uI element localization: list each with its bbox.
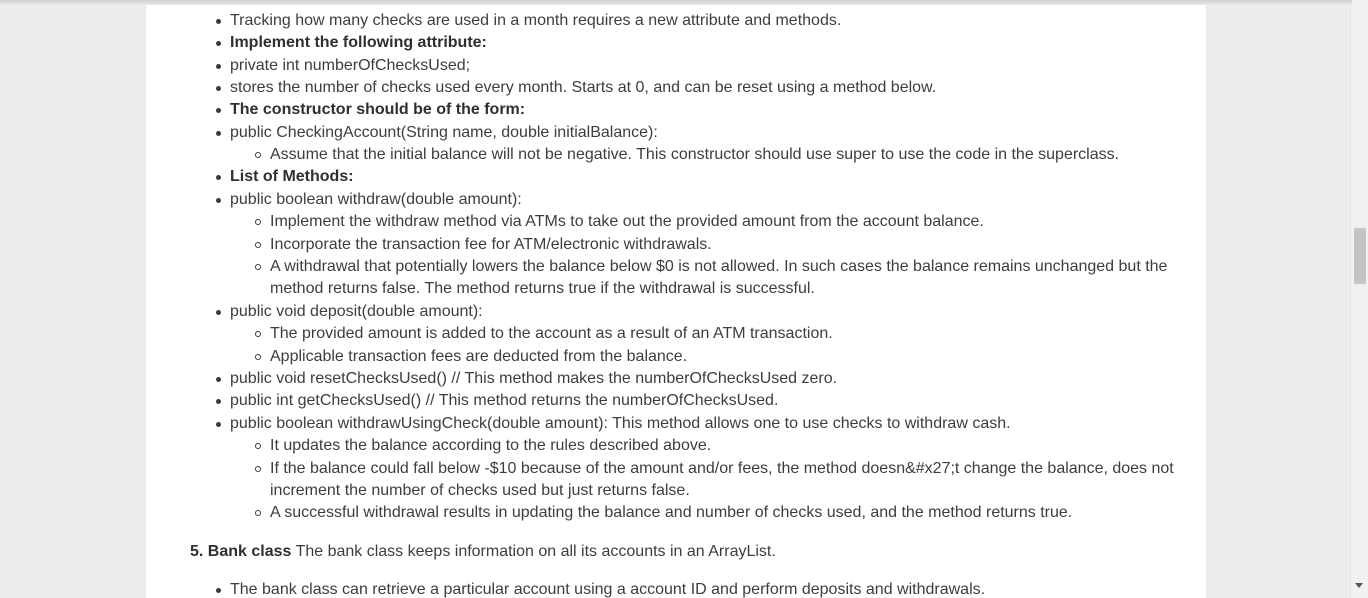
sub-list-item: The provided amount is added to the account as a result of an ATM transaction.	[270, 325, 833, 342]
sub-list-item: It updates the balance according to the rules described above.	[270, 437, 712, 454]
list-item-heading: Implement the following attribute:	[230, 34, 487, 51]
list-item-heading: List of Methods:	[230, 168, 354, 185]
document-page	[146, 0, 1206, 598]
list-item: public void deposit(double amount):	[230, 303, 483, 320]
list-item: private int numberOfChecksUsed;	[230, 57, 471, 74]
sub-list-item: A successful withdrawal results in updating the balance and number of checks used, and the method returns true.	[270, 504, 1073, 521]
section-5-paragraph	[190, 541, 776, 563]
sub-list-item: A withdrawal that potentially lowers the balance below $0 is not allowed. In such cases the balance remains unchanged but the	[270, 258, 1168, 275]
scrollbar-thumb[interactable]	[1354, 228, 1366, 284]
list-item: The bank class can retrieve a particular account using a account ID and perform deposits and withdrawals.	[230, 581, 986, 598]
list-item: public void resetChecksUsed() // This method makes the numberOfChecksUsed zero.	[230, 370, 838, 387]
list-item: stores the number of checks used every month. Starts at 0, and can be reset using a method below.	[230, 79, 937, 96]
list-item: Tracking how many checks are used in a month requires a new attribute and methods.	[230, 12, 842, 29]
sub-list-item-continuation: method returns false. The method returns true if the withdrawal is successful.	[270, 280, 815, 297]
sub-list-item: Implement the withdraw method via ATMs to take out the provided amount from the account balance.	[270, 213, 984, 230]
list-item: public CheckingAccount(String name, double initialBalance):	[230, 124, 658, 141]
section-5-heading: 5. Bank class	[190, 543, 292, 560]
list-item: public boolean withdrawUsingCheck(double amount): This method allows one to use checks to withdraw cash.	[230, 415, 1011, 432]
list-item: public boolean withdraw(double amount):	[230, 191, 522, 208]
sub-list-item-continuation: increment the number of checks used but just returns false.	[270, 482, 690, 499]
section-5-text: The bank class keeps information on all its accounts in an ArrayList.	[291, 543, 776, 560]
list-item: public int getChecksUsed() // This method returns the numberOfChecksUsed.	[230, 392, 779, 409]
list-item-heading: The constructor should be of the form:	[230, 101, 526, 118]
sub-list-item: If the balance could fall below -$10 because of the amount and/or fees, the method doesn&#x27;t change the balance, does not	[270, 460, 1174, 477]
scroll-down-arrow-icon[interactable]	[1355, 583, 1363, 588]
sub-list-item: Incorporate the transaction fee for ATM/electronic withdrawals.	[270, 236, 712, 253]
sub-list-item: Assume that the initial balance will not be negative. This constructor should use super to use the code in the superclass.	[270, 146, 1120, 163]
sub-list-item: Applicable transaction fees are deducted from the balance.	[270, 348, 688, 365]
top-shadow	[0, 0, 1352, 5]
vertical-scrollbar[interactable]	[1350, 0, 1368, 598]
